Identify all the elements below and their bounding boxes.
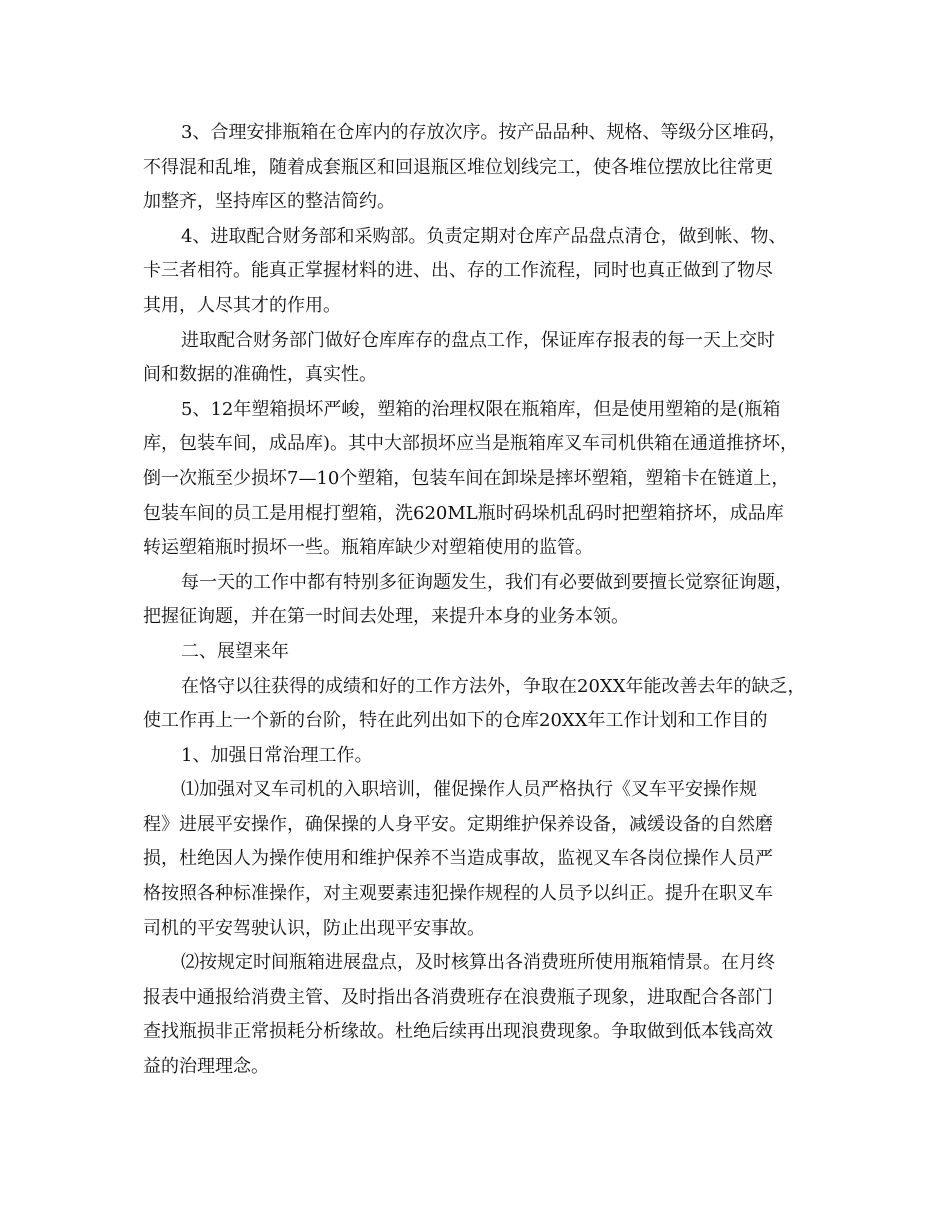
- text-line: 间和数据的准确性，真实性。: [143, 364, 377, 386]
- paragraph-plan-1-sub-2: [143, 946, 807, 1084]
- text-line: 5、12年塑箱损坏严峻，塑箱的治理权限在瓶箱库，但是使用塑箱的是(瓶箱: [181, 398, 781, 420]
- text-line: 3、合理安排瓶箱在仓库内的存放次序。按产品品种、规格、等级分区堆码，: [181, 122, 787, 143]
- text-line: 程》进展平安操作，确保操的人身平安。定期维护保养设备，减缓设备的自然磨: [143, 813, 773, 835]
- text-line: ⑵按规定时间瓶箱进展盘点，及时核算出各消费班所使用瓶箱情景。在月终: [181, 952, 775, 974]
- text-line: 转运塑箱瓶时损坏一些。瓶箱库缺少对塑箱使用的监管。: [143, 537, 593, 559]
- text-line: 倒一次瓶至少损坏7—10个塑箱，包装车间在卸垛是摔坏塑箱，塑箱卡在链道上，: [143, 467, 790, 489]
- text-line: 查找瓶损非正常损耗分析缘故。杜绝后续再出现浪费现象。争取做到低本钱高效: [143, 1021, 773, 1043]
- paragraph-inventory-cooperation: [143, 324, 807, 393]
- paragraph-item-3: [143, 116, 807, 220]
- text-line: ⑴加强对叉车司机的入职培训，催促操作人员严格执行《叉车平安操作规: [181, 779, 757, 801]
- text-line: 二、展望来年: [181, 640, 289, 662]
- document-body: [143, 116, 807, 1085]
- paragraph-plan-1-sub-1: [143, 773, 807, 946]
- text-line: 包装车间的员工是用棍打塑箱，洗620ML瓶时码垛机乱码时把塑箱挤坏，成品库: [143, 502, 784, 524]
- text-line: 卡三者相符。能真正掌握材料的进、出、存的工作流程，同时也真正做到了物尽: [143, 260, 773, 282]
- text-line: 进取配合财务部门做好仓库库存的盘点工作，保证库存报表的每一天上交时: [181, 329, 775, 351]
- text-line: 把握征询题，并在第一时间去处理，来提升本身的业务本领。: [143, 606, 629, 628]
- paragraph-plan-1: [143, 739, 807, 774]
- text-line: 库，包装车间，成品库)。其中大部损坏应当是瓶箱库叉车司机供箱在通道推挤坏，: [143, 433, 799, 455]
- text-line: 4、进取配合财务部和采购部。负责定期对仓库产品盘点清仓，做到帐、物、: [181, 225, 787, 247]
- text-line: 损，杜绝因人为操作使用和维护保养不当造成事故，监视叉车各岗位操作人员严: [143, 848, 773, 870]
- text-line: 益的治理理念。: [143, 1056, 269, 1078]
- text-line: 在恪守以往获得的成绩和好的工作方法外，争取在20XX年能改善去年的缺乏，: [181, 675, 806, 697]
- section-heading: [143, 635, 807, 670]
- text-line: 报表中通报给消费主管、及时指出各消费班存在浪费瓶子现象，进取配合各部门: [143, 986, 773, 1008]
- text-line: 司机的平安驾驶认识，防止出现平安事故。: [143, 917, 485, 939]
- paragraph-daily-problems: [143, 566, 807, 635]
- text-line: 使工作再上一个新的台阶，特在此列出如下的仓库20XX年工作计划和工作目的: [143, 710, 768, 732]
- text-line: 其用，人尽其才的作用。: [143, 294, 341, 316]
- paragraph-item-4: [143, 220, 807, 324]
- paragraph-item-5: [143, 393, 807, 566]
- text-line: 不得混和乱堆，随着成套瓶区和回退瓶区堆位划线完工，使各堆位摆放比往常更: [143, 156, 773, 178]
- text-line: 格按照各种标准操作，对主观要素违犯操作规程的人员予以纠正。提升在职叉车: [143, 883, 773, 905]
- paragraph-next-year-intro: [143, 670, 807, 739]
- text-line: 加整齐，坚持库区的整洁简约。: [143, 191, 395, 213]
- text-line: 每一天的工作中都有特别多征询题发生，我们有必要做到要擅长觉察征询题，: [181, 571, 793, 593]
- text-line: 1、加强日常治理工作。: [181, 744, 373, 766]
